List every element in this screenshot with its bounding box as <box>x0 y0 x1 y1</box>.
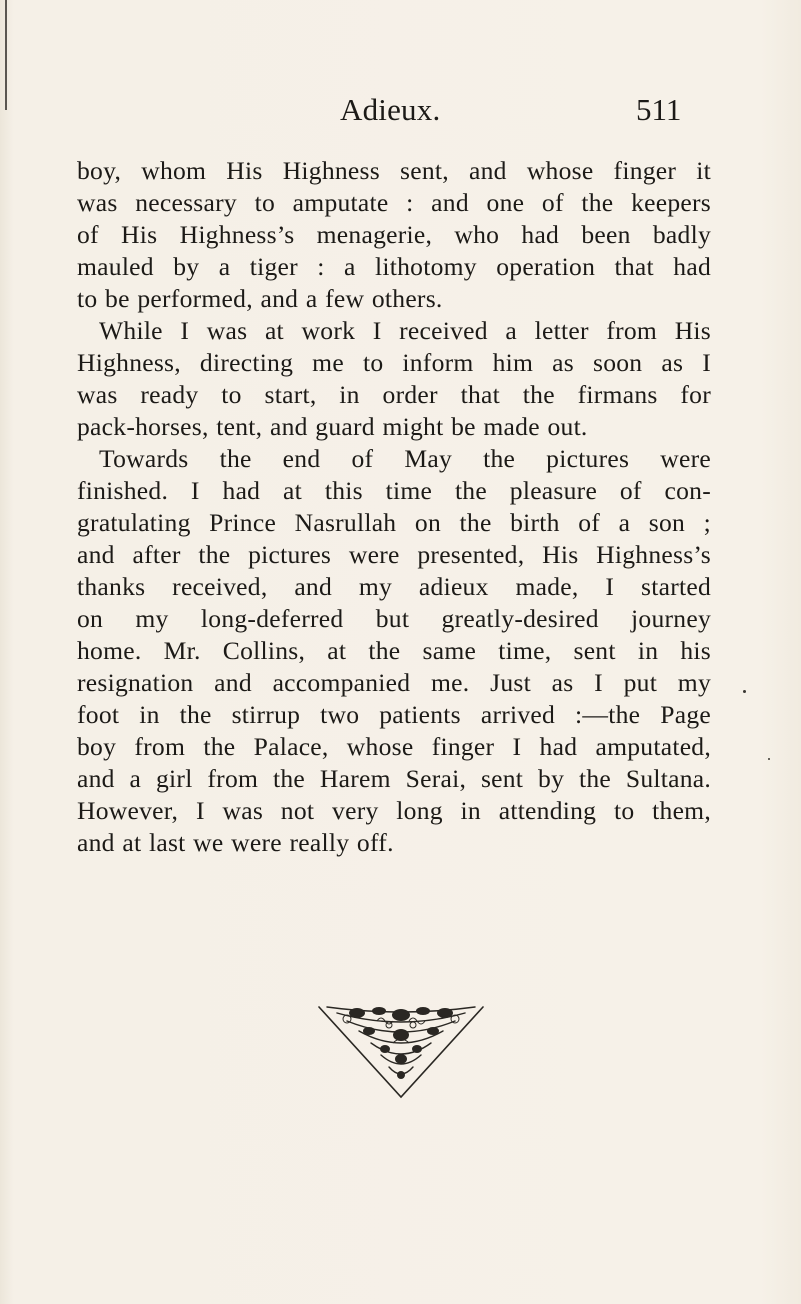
text-line: However, I was not very long in attending to them, <box>77 796 711 825</box>
text-line: Highness, directing me to inform him as soon as I <box>77 348 711 377</box>
text-line: was necessary to amputate : and one of the keepers <box>77 188 711 217</box>
text-line: and a girl from the Harem Serai, sent by the Sultana. <box>77 764 711 793</box>
text-line: boy from the Palace, whose finger I had amputated, <box>77 732 711 761</box>
text-line: to be performed, and a few others. <box>77 284 443 313</box>
text-line: boy, whom His Highness sent, and whose finger it <box>77 156 711 185</box>
running-head <box>0 92 801 136</box>
text-line: While I was at work I received a letter from His <box>99 316 711 345</box>
tailpiece-ornament-icon <box>317 1003 485 1101</box>
text-line: was ready to start, in order that the firmans for <box>77 380 711 409</box>
text-line: and at last we were really off. <box>77 828 394 857</box>
text-line: resignation and accompanied me. Just as I put my <box>77 668 711 697</box>
page-number: 511 <box>636 92 682 127</box>
text-line: thanks received, and my adieux made, I started <box>77 572 711 601</box>
stray-ink-mark <box>768 758 770 760</box>
body-text <box>77 155 711 859</box>
text-line: Towards the end of May the pictures were <box>99 444 711 473</box>
text-line: and after the pictures were presented, His Highness’s <box>77 540 711 569</box>
stray-ink-mark <box>743 690 746 693</box>
text-line: pack-horses, tent, and guard might be made out. <box>77 412 588 441</box>
text-line: gratulating Prince Nasrullah on the birth of a son ; <box>77 508 711 537</box>
text-line: of His Highness’s menagerie, who had been badly <box>77 220 711 249</box>
text-line: home. Mr. Collins, at the same time, sent in his <box>77 636 711 665</box>
running-title: Adieux. <box>340 92 441 127</box>
text-line: foot in the stirrup two patients arrived :—the Page <box>77 700 711 729</box>
text-line: finished. I had at this time the pleasure of con- <box>77 476 711 505</box>
text-line: on my long-deferred but greatly-desired journey <box>77 604 711 633</box>
text-line: mauled by a tiger : a lithotomy operation that had <box>77 252 711 281</box>
